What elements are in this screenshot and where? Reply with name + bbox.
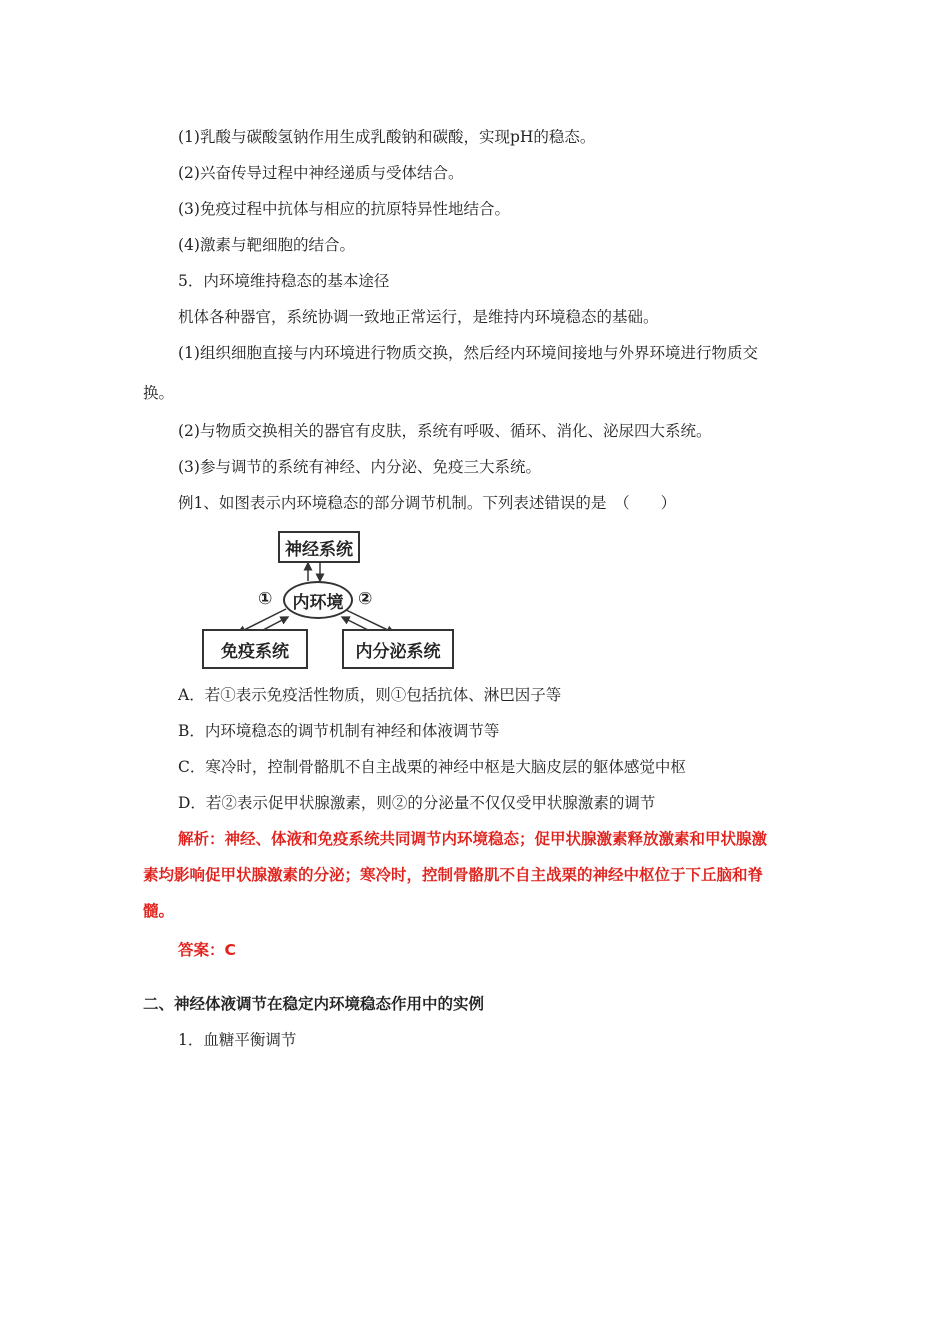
paragraph: (2)兴奋传导过程中神经递质与受体结合。 [178,164,464,182]
paragraph: (3)参与调节的系统有神经、内分泌、免疫三大系统。 [178,458,541,476]
option-b: B．内环境稳态的调节机制有神经和体液调节等 [178,722,500,740]
paragraph: 换。 [143,384,175,402]
paragraph: (4)激素与靶细胞的结合。 [178,236,355,254]
analysis-line: 素均影响促甲状腺激素的分泌；寒冷时，控制骨骼肌不自主战栗的神经中枢位于下丘脑和脊 [143,866,764,884]
paragraph: (2)与物质交换相关的器官有皮肤，系统有呼吸、循环、消化、泌尿四大系统。 [178,422,712,440]
regulation-diagram [198,523,458,673]
paragraph: (1)组织细胞直接与内环境进行物质交换，然后经内环境间接地与外界环境进行物质交 [178,344,758,362]
box-nervous-system: 神经系统 [278,531,360,563]
analysis-line: 髓。 [143,902,175,920]
answer: 答案：C [178,941,236,959]
paragraph: (3)免疫过程中抗体与相应的抗原特异性地结合。 [178,200,510,218]
box-immune-system: 免疫系统 [202,629,308,669]
option-c: C．寒冷时，控制骨骼肌不自主战栗的神经中枢是大脑皮层的躯体感觉中枢 [178,758,686,776]
question-stem: 例1、如图表示内环境稳态的部分调节机制。下列表述错误的是 （ ） [178,494,677,512]
paragraph: 5．内环境维持稳态的基本途径 [178,272,390,290]
option-a: A．若①表示免疫活性物质，则①包括抗体、淋巴因子等 [178,686,562,704]
paragraph: (1)乳酸与碳酸氢钠作用生成乳酸钠和碳酸，实现pH的稳态。 [178,128,596,146]
analysis-line: 解析：神经、体液和免疫系统共同调节内环境稳态；促甲状腺激素释放激素和甲状腺激 [178,830,768,848]
subsection-title: 1．血糖平衡调节 [178,1031,297,1049]
section-heading: 二、神经体液调节在稳定内环境稳态作用中的实例 [143,995,485,1013]
option-d: D．若②表示促甲状腺激素，则②的分泌量不仅仅受甲状腺激素的调节 [178,794,656,812]
label-1: ① [258,589,273,609]
box-endocrine-system: 内分泌系统 [342,629,454,669]
label-2: ② [358,589,373,609]
oval-internal-environment: 内环境 [283,581,353,619]
paragraph: 机体各种器官，系统协调一致地正常运行，是维持内环境稳态的基础。 [178,308,659,326]
